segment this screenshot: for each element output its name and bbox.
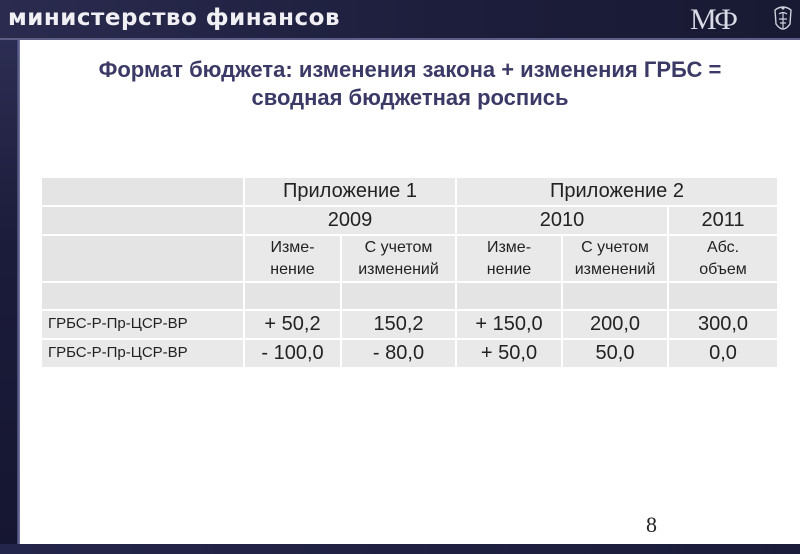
table-row xyxy=(42,311,777,338)
header-empty-cell xyxy=(42,207,243,234)
row-label: ГРБС-Р-Пр-ЦСР-ВР xyxy=(42,340,243,367)
table-row xyxy=(42,340,777,367)
table-cell: 300,0 xyxy=(669,311,777,338)
year-header-2009: 2009 xyxy=(245,207,455,234)
column-header: Изме- нение xyxy=(457,236,561,281)
column-header: Абс. объем xyxy=(669,236,777,281)
left-decorative-bar xyxy=(0,40,20,554)
table-cell: 0,0 xyxy=(669,340,777,367)
table-cell: + 50,0 xyxy=(457,340,561,367)
ministry-name: министерство финансов xyxy=(8,5,341,31)
slide-title xyxy=(40,56,780,112)
appendix-1-header: Приложение 1 xyxy=(245,178,455,205)
table-header-row-years xyxy=(42,207,777,234)
coat-of-arms-icon xyxy=(771,4,795,36)
table-header-row-columns xyxy=(42,236,777,281)
table-cell: 200,0 xyxy=(563,311,667,338)
year-header-2010: 2010 xyxy=(457,207,667,234)
column-header: С учетом изменений xyxy=(563,236,667,281)
table-cell: - 100,0 xyxy=(245,340,340,367)
logo-text: МФ xyxy=(690,3,736,36)
title-line-2: сводная бюджетная роспись xyxy=(251,85,569,110)
header-empty-cell xyxy=(42,178,243,205)
title-line-1: Формат бюджета: изменения закона + изменения ГРБС = xyxy=(98,57,722,82)
header-empty-cell xyxy=(42,236,243,281)
table-cell: - 80,0 xyxy=(342,340,455,367)
year-header-2011: 2011 xyxy=(669,207,777,234)
table-cell: + 50,2 xyxy=(245,311,340,338)
bottom-decorative-bar xyxy=(0,544,800,554)
appendix-2-header: Приложение 2 xyxy=(457,178,777,205)
table-header-row-appendix xyxy=(42,178,777,205)
column-header: Изме- нение xyxy=(245,236,340,281)
header-bar xyxy=(0,0,800,40)
column-header: С учетом изменений xyxy=(342,236,455,281)
page-number: 8 xyxy=(646,512,657,537)
table-cell: 150,2 xyxy=(342,311,455,338)
table-cell: + 150,0 xyxy=(457,311,561,338)
row-label: ГРБС-Р-Пр-ЦСР-ВР xyxy=(42,311,243,338)
table-cell: 50,0 xyxy=(563,340,667,367)
budget-table xyxy=(40,176,779,369)
table-spacer-row xyxy=(42,283,777,309)
